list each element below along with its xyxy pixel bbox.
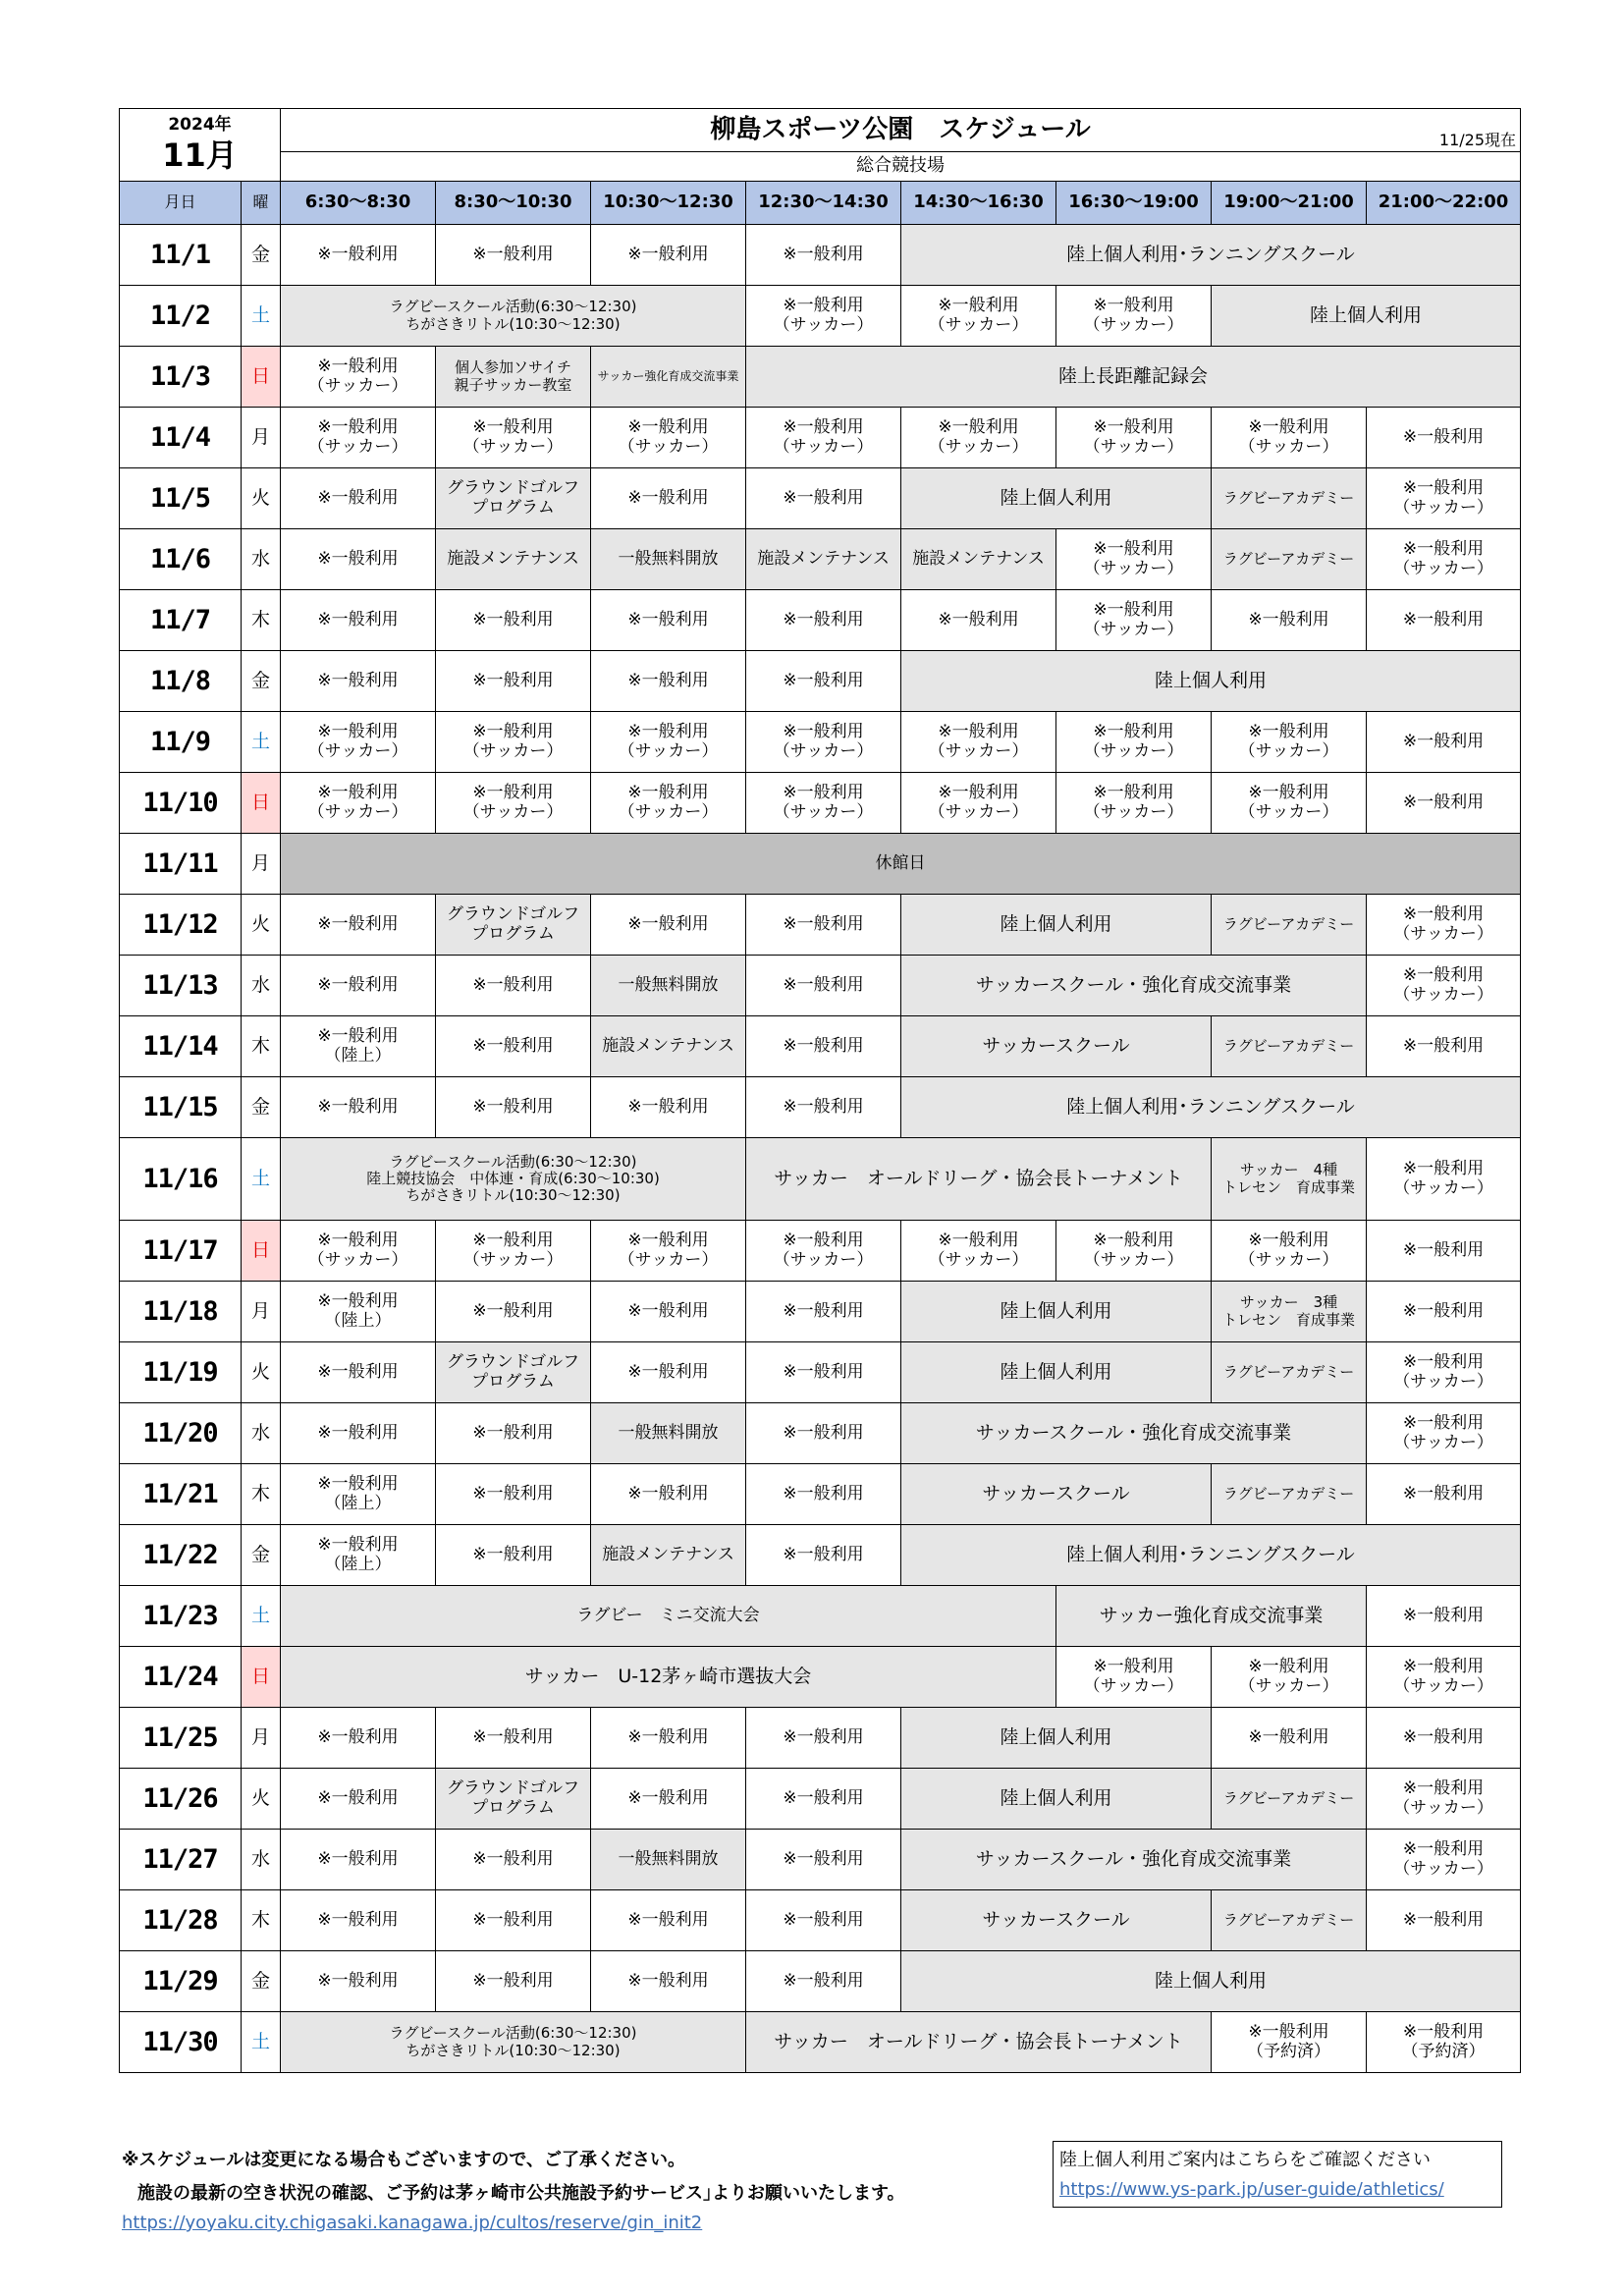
year-label: 2024年 (168, 115, 232, 136)
schedule-cell: サッカー オールドリーグ・協会長トーナメント (746, 1138, 1212, 1221)
schedule-cell: ※一般利用 （サッカー） (1367, 1138, 1521, 1221)
table-row (120, 1525, 1521, 1586)
weekday-cell: 月 (242, 1282, 281, 1342)
schedule-cell: ※一般利用 （サッカー） (436, 773, 591, 834)
schedule-cell: ※一般利用 (1212, 1708, 1367, 1769)
month-header (120, 109, 281, 182)
weekday-cell: 金 (242, 1077, 281, 1138)
schedule-cell: ※一般利用 （サッカー） (901, 408, 1056, 468)
schedule-cell: ※一般利用 (591, 1890, 746, 1951)
weekday-cell: 日 (242, 1647, 281, 1708)
schedule-cell: ラグビーアカデミー (1212, 895, 1367, 956)
schedule-cell: ※一般利用 (591, 1708, 746, 1769)
schedule-cell: 施設メンテナンス (901, 529, 1056, 590)
athletics-info-link[interactable]: https://www.ys-park.jp/user-guide/athletics/ (1059, 2179, 1444, 2200)
date-cell: 11/24 (120, 1647, 242, 1708)
schedule-cell: ※一般利用 (1367, 1586, 1521, 1647)
slot-header: 10:30～12:30 (591, 182, 746, 225)
table-row (120, 773, 1521, 834)
schedule-cell: ※一般利用 （サッカー） (1056, 590, 1212, 651)
schedule-cell: 陸上個人利用･ランニングスクール (901, 225, 1521, 286)
date-cell: 11/18 (120, 1282, 242, 1342)
date-cell: 11/30 (120, 2012, 242, 2073)
slot-header: 8:30～10:30 (436, 182, 591, 225)
schedule-cell: ※一般利用 （サッカー） (591, 1221, 746, 1282)
schedule-cell: ※一般利用 (281, 1342, 436, 1403)
schedule-cell: 施設メンテナンス (746, 529, 901, 590)
schedule-cell: ※一般利用 （サッカー） (281, 773, 436, 834)
schedule-cell: ※一般利用 (746, 1403, 901, 1464)
weekday-cell: 月 (242, 834, 281, 895)
schedule-cell: 陸上個人利用 (901, 1282, 1212, 1342)
schedule-cell: ※一般利用 (591, 1342, 746, 1403)
schedule-cell: ※一般利用 (436, 1464, 591, 1525)
change-notice: ※スケジュールは変更になる場合もございますので、ご了承ください。 (122, 2150, 686, 2170)
as-of-date: 11/25現在 (1438, 130, 1517, 149)
slot-header: 12:30～14:30 (746, 182, 901, 225)
schedule-cell: 陸上個人利用 (1212, 286, 1521, 347)
schedule-cell: ※一般利用 (436, 1830, 591, 1890)
date-cell: 11/16 (120, 1138, 242, 1221)
table-row (120, 1830, 1521, 1890)
schedule-cell: 陸上個人利用 (901, 1951, 1521, 2012)
date-cell: 11/9 (120, 712, 242, 773)
date-cell: 11/4 (120, 408, 242, 468)
weekday-cell: 月 (242, 408, 281, 468)
table-row (120, 1077, 1521, 1138)
table-row (120, 408, 1521, 468)
date-cell: 11/10 (120, 773, 242, 834)
schedule-cell: ※一般利用 (281, 225, 436, 286)
schedule-cell: ※一般利用 (436, 1403, 591, 1464)
schedule-cell: 陸上個人利用 (901, 468, 1212, 529)
schedule-cell: ※一般利用 (281, 1830, 436, 1890)
weekday-cell: 土 (242, 712, 281, 773)
schedule-cell: ※一般利用 (591, 651, 746, 712)
weekday-cell: 木 (242, 590, 281, 651)
schedule-cell: ※一般利用 (436, 1016, 591, 1077)
schedule-cell: ※一般利用 (746, 895, 901, 956)
athletics-info-title: 陸上個人利用ご案内はこちらをご確認ください (1059, 2150, 1431, 2170)
schedule-cell: サッカー オールドリーグ・協会長トーナメント (746, 2012, 1212, 2073)
date-cell: 11/11 (120, 834, 242, 895)
schedule-table (119, 108, 1521, 2073)
schedule-cell: ※一般利用 （サッカー） (1212, 712, 1367, 773)
schedule-cell: 一般無料開放 (591, 529, 746, 590)
date-cell: 11/5 (120, 468, 242, 529)
schedule-cell: ※一般利用 (591, 225, 746, 286)
table-row (120, 468, 1521, 529)
schedule-cell: ※一般利用 (281, 1769, 436, 1830)
table-row (120, 529, 1521, 590)
schedule-cell: ※一般利用 （サッカー） (1367, 468, 1521, 529)
weekday-cell: 月 (242, 1708, 281, 1769)
table-row (120, 1282, 1521, 1342)
date-cell: 11/27 (120, 1830, 242, 1890)
slot-header: 14:30～16:30 (901, 182, 1056, 225)
schedule-cell: ※一般利用 （サッカー） (1367, 529, 1521, 590)
schedule-cell: ※一般利用 （サッカー） (281, 347, 436, 408)
schedule-cell: サッカー強化育成交流事業 (591, 347, 746, 408)
weekday-cell: 木 (242, 1890, 281, 1951)
schedule-cell: サッカー強化育成交流事業 (1056, 1586, 1367, 1647)
schedule-cell: ※一般利用 (436, 225, 591, 286)
schedule-cell: ※一般利用 （サッカー） (1367, 1769, 1521, 1830)
schedule-cell: ※一般利用 （サッカー） (436, 712, 591, 773)
schedule-cell: ※一般利用 (281, 590, 436, 651)
date-cell: 11/15 (120, 1077, 242, 1138)
schedule-cell: サッカースクール・強化育成交流事業 (901, 956, 1367, 1016)
schedule-cell: サッカー 4種 トレセン 育成事業 (1212, 1138, 1367, 1221)
schedule-cell: ※一般利用 （サッカー） (1056, 1221, 1212, 1282)
schedule-cell: ※一般利用 （サッカー） (1367, 1342, 1521, 1403)
table-row (120, 225, 1521, 286)
weekday-cell: 火 (242, 1342, 281, 1403)
table-row (120, 1016, 1521, 1077)
schedule-cell: ※一般利用 (1367, 1464, 1521, 1525)
date-cell: 11/8 (120, 651, 242, 712)
weekday-cell: 火 (242, 1769, 281, 1830)
date-cell: 11/3 (120, 347, 242, 408)
table-row (120, 1138, 1521, 1221)
schedule-cell: 一般無料開放 (591, 1403, 746, 1464)
schedule-cell: ※一般利用 (281, 1077, 436, 1138)
schedule-cell: ※一般利用 (436, 1890, 591, 1951)
schedule-cell: グラウンドゴルフ プログラム (436, 1342, 591, 1403)
schedule-cell: ※一般利用 (746, 1708, 901, 1769)
schedule-cell: ラグビーアカデミー (1212, 1016, 1367, 1077)
schedule-cell: ※一般利用 （サッカー） (436, 1221, 591, 1282)
schedule-cell: ※一般利用 （サッカー） (1367, 1403, 1521, 1464)
footer-notes (122, 2144, 905, 2236)
date-cell: 11/23 (120, 1586, 242, 1647)
schedule-cell: ※一般利用 （サッカー） (746, 712, 901, 773)
table-row (120, 1403, 1521, 1464)
schedule-cell: ※一般利用 （陸上） (281, 1464, 436, 1525)
schedule-cell: ※一般利用 (1367, 408, 1521, 468)
schedule-cell: ※一般利用 （サッカー） (1212, 1647, 1367, 1708)
date-cell: 11/25 (120, 1708, 242, 1769)
schedule-cell: ※一般利用 (281, 1403, 436, 1464)
schedule-cell: ※一般利用 (746, 1951, 901, 2012)
schedule-cell: ※一般利用 （サッカー） (1212, 773, 1367, 834)
schedule-cell: ※一般利用 (1212, 590, 1367, 651)
column-header-row (120, 182, 1521, 225)
date-cell: 11/7 (120, 590, 242, 651)
schedule-cell: グラウンドゴルフ プログラム (436, 468, 591, 529)
weekday-cell: 金 (242, 1951, 281, 2012)
schedule-cell: ※一般利用 (746, 468, 901, 529)
date-cell: 11/20 (120, 1403, 242, 1464)
schedule-cell: ※一般利用 (746, 1464, 901, 1525)
schedule-cell: ※一般利用 (281, 1951, 436, 2012)
slot-header: 16:30～19:00 (1056, 182, 1212, 225)
schedule-cell: ※一般利用 (436, 590, 591, 651)
schedule-cell: ※一般利用 （サッカー） (1212, 408, 1367, 468)
schedule-cell: ※一般利用 （サッカー） (281, 712, 436, 773)
schedule-cell: ※一般利用 （サッカー） (901, 1221, 1056, 1282)
page-title: 柳島スポーツ公園 スケジュール (710, 114, 1091, 144)
schedule-cell: ※一般利用 （サッカー） (1056, 1647, 1212, 1708)
athletics-info-box (1053, 2141, 1502, 2208)
table-row (120, 1769, 1521, 1830)
table-row (120, 1586, 1521, 1647)
table-row (120, 956, 1521, 1016)
schedule-cell: ※一般利用 (1367, 1282, 1521, 1342)
schedule-cell: ※一般利用 (746, 1890, 901, 1951)
schedule-cell: ※一般利用 (1367, 1708, 1521, 1769)
weekday-cell: 木 (242, 1016, 281, 1077)
schedule-cell: ※一般利用 (591, 1282, 746, 1342)
schedule-cell: ※一般利用 （サッカー） (746, 286, 901, 347)
schedule-cell: ※一般利用 （サッカー） (1056, 773, 1212, 834)
schedule-cell: ※一般利用 （サッカー） (1367, 1830, 1521, 1890)
table-row (120, 834, 1521, 895)
schedule-cell: ※一般利用 (746, 1282, 901, 1342)
schedule-cell: ※一般利用 （サッカー） (281, 408, 436, 468)
schedule-cell: ※一般利用 (746, 1077, 901, 1138)
table-row (120, 590, 1521, 651)
month-label: 11月 (162, 136, 238, 174)
schedule-cell: ※一般利用 （サッカー） (1056, 408, 1212, 468)
table-row (120, 1342, 1521, 1403)
schedule-cell: ※一般利用 (746, 956, 901, 1016)
table-row (120, 1951, 1521, 2012)
schedule-cell: ※一般利用 （予約済） (1367, 2012, 1521, 2073)
weekday-cell: 日 (242, 773, 281, 834)
schedule-cell: ラグビーアカデミー (1212, 1890, 1367, 1951)
date-cell: 11/12 (120, 895, 242, 956)
schedule-cell: ※一般利用 （サッカー） (746, 408, 901, 468)
weekday-cell: 水 (242, 956, 281, 1016)
schedule-cell: ※一般利用 (281, 651, 436, 712)
table-row (120, 651, 1521, 712)
date-cell: 11/28 (120, 1890, 242, 1951)
schedule-cell: ※一般利用 （サッカー） (281, 1221, 436, 1282)
schedule-cell: 施設メンテナンス (591, 1016, 746, 1077)
schedule-cell: ※一般利用 (746, 1016, 901, 1077)
schedule-cell: グラウンドゴルフ プログラム (436, 1769, 591, 1830)
schedule-cell: 一般無料開放 (591, 956, 746, 1016)
date-column-header: 月日 (120, 182, 242, 225)
schedule-cell: ※一般利用 （陸上） (281, 1016, 436, 1077)
schedule-cell: 陸上長距離記録会 (746, 347, 1521, 408)
weekday-cell: 土 (242, 1586, 281, 1647)
weekday-cell: 金 (242, 651, 281, 712)
schedule-cell: ※一般利用 (746, 1525, 901, 1586)
table-row (120, 1708, 1521, 1769)
weekday-cell: 水 (242, 1830, 281, 1890)
date-cell: 11/6 (120, 529, 242, 590)
date-cell: 11/14 (120, 1016, 242, 1077)
schedule-cell: ※一般利用 （サッカー） (591, 773, 746, 834)
schedule-cell: ※一般利用 (746, 651, 901, 712)
schedule-cell: ※一般利用 （サッカー） (1367, 956, 1521, 1016)
schedule-cell: ※一般利用 (746, 1769, 901, 1830)
weekday-cell: 水 (242, 1403, 281, 1464)
schedule-cell: 休館日 (281, 834, 1521, 895)
schedule-cell: ※一般利用 (1367, 1016, 1521, 1077)
schedule-cell: 施設メンテナンス (591, 1525, 746, 1586)
slot-header: 21:00～22:00 (1367, 182, 1521, 225)
weekday-cell: 金 (242, 1525, 281, 1586)
schedule-cell: ※一般利用 (746, 1342, 901, 1403)
slot-header: 19:00～21:00 (1212, 182, 1367, 225)
table-row (120, 1647, 1521, 1708)
weekday-cell: 日 (242, 1221, 281, 1282)
schedule-cell: ※一般利用 (591, 1464, 746, 1525)
schedule-cell: ※一般利用 （サッカー） (1212, 1221, 1367, 1282)
slot-header: 6:30～8:30 (281, 182, 436, 225)
table-row (120, 895, 1521, 956)
schedule-cell: ※一般利用 (436, 1708, 591, 1769)
table-row (120, 1464, 1521, 1525)
table-row (120, 347, 1521, 408)
schedule-cell: サッカー 3種 トレセン 育成事業 (1212, 1282, 1367, 1342)
schedule-cell: 陸上個人利用･ランニングスクール (901, 1525, 1521, 1586)
schedule-cell: ※一般利用 (281, 895, 436, 956)
date-cell: 11/2 (120, 286, 242, 347)
schedule-cell: ※一般利用 (281, 956, 436, 1016)
schedule-cell: ※一般利用 (436, 1282, 591, 1342)
schedule-cell: 陸上個人利用 (901, 1342, 1212, 1403)
schedule-cell: サッカースクール・強化育成交流事業 (901, 1830, 1367, 1890)
weekday-cell: 金 (242, 225, 281, 286)
schedule-cell: ※一般利用 (746, 225, 901, 286)
weekday-cell: 土 (242, 286, 281, 347)
weekday-cell: 火 (242, 468, 281, 529)
schedule-cell: ※一般利用 (436, 1077, 591, 1138)
schedule-cell: ラグビーアカデミー (1212, 1342, 1367, 1403)
schedule-cell: ※一般利用 (591, 1951, 746, 2012)
schedule-cell: ※一般利用 （サッカー） (901, 712, 1056, 773)
date-cell: 11/19 (120, 1342, 242, 1403)
schedule-cell: 陸上個人利用 (901, 651, 1521, 712)
schedule-cell: ※一般利用 (1367, 773, 1521, 834)
schedule-cell: ※一般利用 （サッカー） (591, 712, 746, 773)
schedule-cell: ※一般利用 (1367, 1890, 1521, 1951)
reservation-link[interactable]: https://yoyaku.city.chigasaki.kanagawa.jp/cultos/reserve/gin_init2 (122, 2213, 703, 2233)
schedule-cell: ラグビーアカデミー (1212, 529, 1367, 590)
schedule-cell: 一般無料開放 (591, 1830, 746, 1890)
schedule-cell: ※一般利用 （サッカー） (1367, 1647, 1521, 1708)
schedule-cell: ※一般利用 （サッカー） (1056, 286, 1212, 347)
venue-name: 総合競技場 (281, 152, 1521, 182)
schedule-cell: ※一般利用 (1367, 590, 1521, 651)
schedule-cell: サッカースクール (901, 1016, 1212, 1077)
schedule-cell: ※一般利用 (591, 1769, 746, 1830)
weekday-cell: 火 (242, 895, 281, 956)
schedule-cell: ラグビーアカデミー (1212, 468, 1367, 529)
schedule-cell: ※一般利用 (591, 590, 746, 651)
schedule-cell: サッカースクール・強化育成交流事業 (901, 1403, 1367, 1464)
schedule-cell: ※一般利用 （サッカー） (591, 408, 746, 468)
schedule-cell: ※一般利用 (591, 1077, 746, 1138)
schedule-cell: ※一般利用 (591, 895, 746, 956)
schedule-cell: ※一般利用 （サッカー） (436, 408, 591, 468)
schedule-cell: ※一般利用 （サッカー） (901, 286, 1056, 347)
weekday-cell: 土 (242, 1138, 281, 1221)
schedule-cell: ラグビーアカデミー (1212, 1464, 1367, 1525)
weekday-column-header: 曜 (242, 182, 281, 225)
schedule-cell: ※一般利用 (436, 956, 591, 1016)
schedule-cell: 施設メンテナンス (436, 529, 591, 590)
schedule-cell: ※一般利用 （サッカー） (901, 773, 1056, 834)
schedule-cell: サッカースクール (901, 1464, 1212, 1525)
schedule-cell: サッカー U-12茅ヶ崎市選抜大会 (281, 1647, 1056, 1708)
schedule-cell: ※一般利用 (1367, 712, 1521, 773)
schedule-cell: 個人参加ソサイチ 親子サッカー教室 (436, 347, 591, 408)
weekday-cell: 土 (242, 2012, 281, 2073)
table-row (120, 1221, 1521, 1282)
date-cell: 11/29 (120, 1951, 242, 2012)
schedule-cell: ※一般利用 (281, 529, 436, 590)
weekday-cell: 水 (242, 529, 281, 590)
schedule-cell: グラウンドゴルフ プログラム (436, 895, 591, 956)
schedule-cell: ※一般利用 （サッカー） (746, 1221, 901, 1282)
schedule-cell: ※一般利用 (436, 1951, 591, 2012)
date-cell: 11/21 (120, 1464, 242, 1525)
table-row (120, 286, 1521, 347)
schedule-cell: ※一般利用 (436, 651, 591, 712)
date-cell: 11/22 (120, 1525, 242, 1586)
schedule-cell: 陸上個人利用･ランニングスクール (901, 1077, 1521, 1138)
schedule-cell: ラグビーアカデミー (1212, 1769, 1367, 1830)
page-title-cell (281, 109, 1521, 152)
schedule-cell: ※一般利用 (591, 468, 746, 529)
date-cell: 11/1 (120, 225, 242, 286)
schedule-cell: ※一般利用 (281, 468, 436, 529)
schedule-cell: ※一般利用 （サッカー） (746, 773, 901, 834)
schedule-cell: ※一般利用 （陸上） (281, 1282, 436, 1342)
schedule-cell: ※一般利用 (281, 1708, 436, 1769)
reservation-notice: 施設の最新の空き状況の確認、ご予約は茅ヶ崎市公共施設予約サービス｣よりお願いいたします。 (137, 2183, 905, 2204)
table-row (120, 2012, 1521, 2073)
schedule-cell: ラグビースクール活動(6:30～12:30) ちがさきリトル(10:30～12:30) (281, 2012, 746, 2073)
schedule-cell: サッカースクール (901, 1890, 1212, 1951)
schedule-cell: 陸上個人利用 (901, 895, 1212, 956)
schedule-cell: ※一般利用 （サッカー） (1056, 712, 1212, 773)
schedule-cell: ※一般利用 (436, 1525, 591, 1586)
schedule-cell: ※一般利用 (746, 1830, 901, 1890)
schedule-cell: ※一般利用 (901, 590, 1056, 651)
weekday-cell: 木 (242, 1464, 281, 1525)
schedule-cell: ※一般利用 （陸上） (281, 1525, 436, 1586)
table-row (120, 712, 1521, 773)
schedule-cell: ※一般利用 （サッカー） (1056, 529, 1212, 590)
schedule-cell: ※一般利用 (746, 590, 901, 651)
table-row (120, 1890, 1521, 1951)
date-cell: 11/13 (120, 956, 242, 1016)
schedule-cell: ※一般利用 (1367, 1221, 1521, 1282)
schedule-cell: ラグビー ミニ交流大会 (281, 1586, 1056, 1647)
weekday-cell: 日 (242, 347, 281, 408)
schedule-cell: ラグビースクール活動(6:30～12:30) ちがさきリトル(10:30～12:30) (281, 286, 746, 347)
date-cell: 11/26 (120, 1769, 242, 1830)
schedule-cell: ※一般利用 （予約済） (1212, 2012, 1367, 2073)
schedule-cell: ※一般利用 (281, 1890, 436, 1951)
schedule-cell: 陸上個人利用 (901, 1708, 1212, 1769)
date-cell: 11/17 (120, 1221, 242, 1282)
schedule-cell: ラグビースクール活動(6:30～12:30) 陸上競技協会 中体連・育成(6:30～10:30) ちがさきリトル(10:30～12:30) (281, 1138, 746, 1221)
schedule-cell: ※一般利用 （サッカー） (1367, 895, 1521, 956)
schedule-cell: 陸上個人利用 (901, 1769, 1212, 1830)
